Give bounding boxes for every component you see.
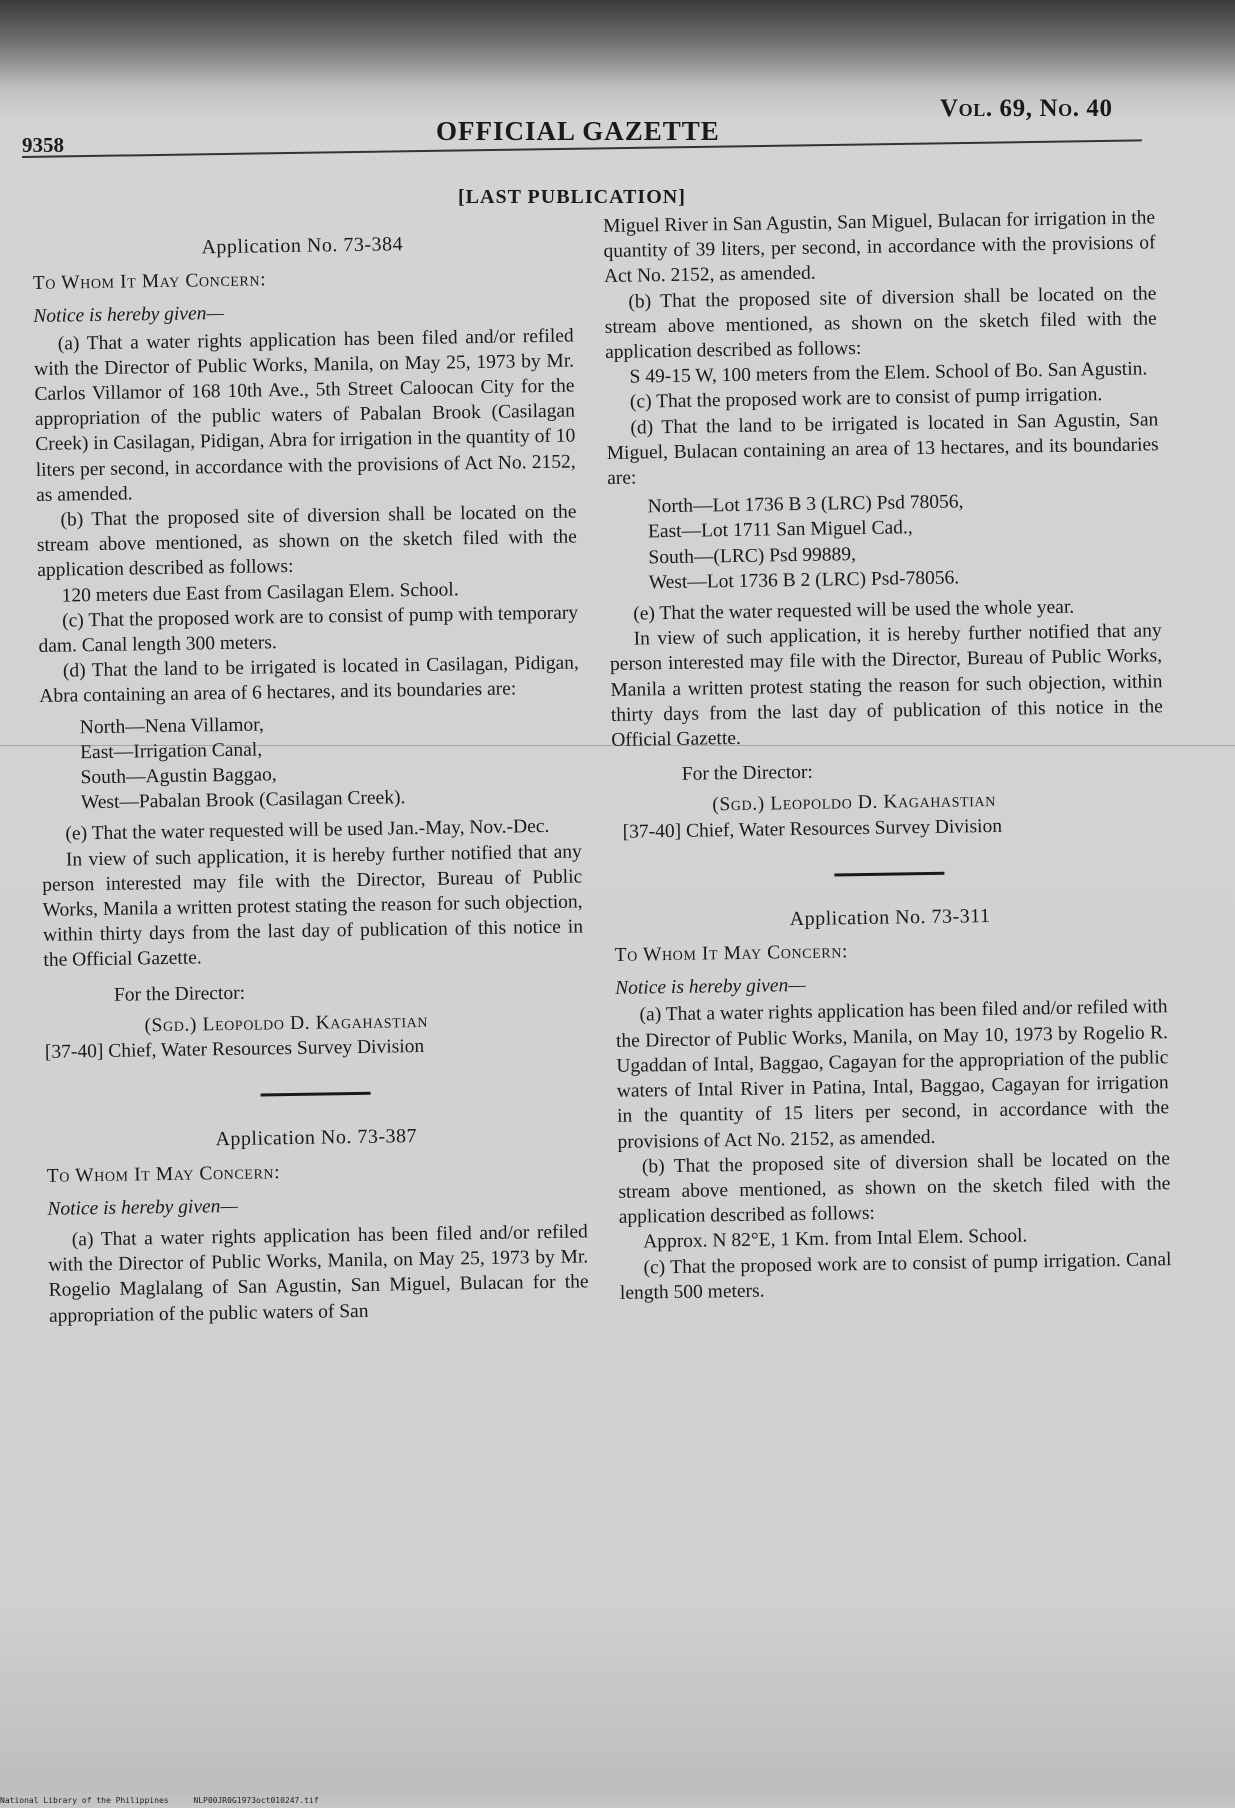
boundary-west: West—Pabalan Brook (Casilagan Creek). [80,787,406,814]
boundary-west: West—Lot 1736 B 2 (LRC) Psd-78056. [648,567,960,594]
application-heading: Application No. 73-384 [201,233,404,259]
boundary-east: East—Lot 1711 San Miguel Cad., [647,517,913,543]
boundaries-list [40,707,582,816]
footer-source: National Library of the Philippines [0,1796,169,1805]
boundary-north: North—Lot 1736 B 3 (LRC) Psd 78056, [647,491,964,518]
publication-tag: [LAST PUBLICATION] [458,186,686,208]
paragraph-d: (d) That the land to be irrigated is located in San Agustin, San Miguel, Bulacan containing an area of 13 hectares, and its boundaries are: [606,408,1159,489]
diversion-site: S 49-15 W, 100 meters from the Elem. School of Bo. San Agustin. [629,358,1148,388]
paragraph-b: (b) That the proposed site of diversion shall be located on the stream above mentioned, as shown on the sketch filed with the application described as follows: [604,282,1157,363]
boundaries-list [607,487,1161,596]
diversion-site: Approx. N 82°E, 1 Km. from Intal Elem. School. [642,1225,1028,1253]
scan-footer [0,1796,339,1805]
paragraph-a-part2: Miguel River in San Agustin, San Miguel, Bulacan for irrigation in the quantity of 39 liters, per second, in accordance with the provisions of Act No. 2152, as amended. [603,207,1156,288]
page-number: 9358 [22,133,64,157]
paragraph-a-part1: (a) That a water rights application has been filed and/or refiled with the Director of Public Works, Manila, on May 25, 1973 by Mr. Rogelio Maglalang of San Agustin, San Miguel, Bulacan for the appropriation of the public waters of San [48,1221,589,1327]
left-column [32,224,589,1329]
signatory: (Sgd.) Leopoldo D. Kagahastian [144,1010,429,1037]
paragraph-c: (c) That the proposed work are to consist of pump with temporary dam. Canal length 300 meters. [38,602,579,657]
notice-intro: Notice is hereby given— [33,303,224,328]
signatory-position: Chief, Water Resources Survey Division [108,1036,425,1062]
section-divider [261,1092,371,1097]
paragraph-d: (d) That the land to be irrigated is located in Casilagan, Pidigan, Abra containing an area of 6 hectares, and its boundaries are: [39,652,580,708]
paragraph-e: (e) That the water requested will be used the whole year. [633,596,1075,625]
volume-number: Vol. 69, No. 40 [940,95,1113,122]
signatory: (Sgd.) Leopoldo D. Kagahastian [712,790,997,816]
boundary-north: North—Nena Villamor, [79,714,264,738]
for-director: For the Director: [681,762,814,786]
signature-block [44,1006,585,1065]
paragraph-b: (b) That the proposed site of diversion shall be located on the stream above mentioned, as shown on the sketch filed with the application described as follows: [618,1147,1171,1228]
salutation: To Whom It May Concern: [614,941,849,966]
right-column [603,205,1172,1305]
notice-intro: Notice is hereby given— [615,975,806,1000]
salutation: To Whom It May Concern: [32,269,267,295]
paragraph-c: (c) That the proposed work are to consist of pump irrigation. [629,384,1103,414]
section-divider [834,872,944,877]
application-heading: Application No. 73-387 [215,1125,418,1151]
paragraph-a: (a) That a water rights application has been filed and/or refiled with the Director of Public Works, Manila, on May 25, 1973 by Mr. Carlos Villamor of 168 10th Ave., 5th Street Caloocan City for the appropriation of the public waters of Pabalan Brook (Casilagan Creek) in Casilagan, Pidigan, Abra for irrigation in the quantity of 10 liters per second, in accordance with the provisions of Act No. 2152, as amended. [33,325,576,506]
application-heading: Application No. 73-311 [789,904,991,931]
gazette-title: OFFICIAL GAZETTE [436,116,720,146]
protest-paragraph: In view of such application, it is hereby further notified that any person interested may file with the Director, Bureau of Public Works, Manila a written protest stating the reason for such objection, within thirty days from the last day of publication of this notice in the Official Gazette. [42,841,584,972]
protest-paragraph: In view of such application, it is hereby further notified that any person interested may file with the Director, Bureau of Public Works, Manila a written protest stating the reason for such objection, within thirty days from the last day of publication of this notice in the Official Gazette. [609,620,1163,751]
paragraph-a: (a) That a water rights application has been filed and/or refiled with the Director of Public Works, Manila, on May 10, 1973 by Rogelio R. Ugaddan of Intal, Baggao, Cagayan for the appropriation of the public waters of Intal River in Patina, Intal, Baggao, Cagayan for irrigation in the quantity of 15 liters per second, in accordance with the provisions of Act No. 2152, as amended. [615,996,1170,1153]
boundary-south: South—(LRC) Psd 99889, [648,543,857,568]
diversion-site: 120 meters due East from Casilagan Elem. School. [61,578,459,607]
citation: [37-40] [44,1041,104,1063]
boundary-east: East—Irrigation Canal, [80,739,263,764]
for-director: For the Director: [113,982,246,1006]
notice-intro: Notice is hereby given— [47,1195,238,1220]
boundary-south: South—Agustin Baggao, [80,764,277,789]
signature-block [612,786,1165,845]
paragraph-c: (c) That the proposed work are to consist of pump irrigation. Canal length 500 meters. [619,1248,1172,1304]
signatory-position: Chief, Water Resources Survey Division [685,815,1003,842]
footer-file: NLP00JR0G1973oct010247.tif [193,1796,319,1805]
paragraph-e: (e) That the water requested will be used Jan.-May, Nov.-Dec. [65,816,550,846]
salutation: To Whom It May Concern: [46,1161,281,1187]
paragraph-b: (b) That the proposed site of diversion shall be located on the stream above mentioned, as shown on the sketch filed with the application described as follows: [36,501,578,582]
citation: [37-40] [622,820,682,843]
